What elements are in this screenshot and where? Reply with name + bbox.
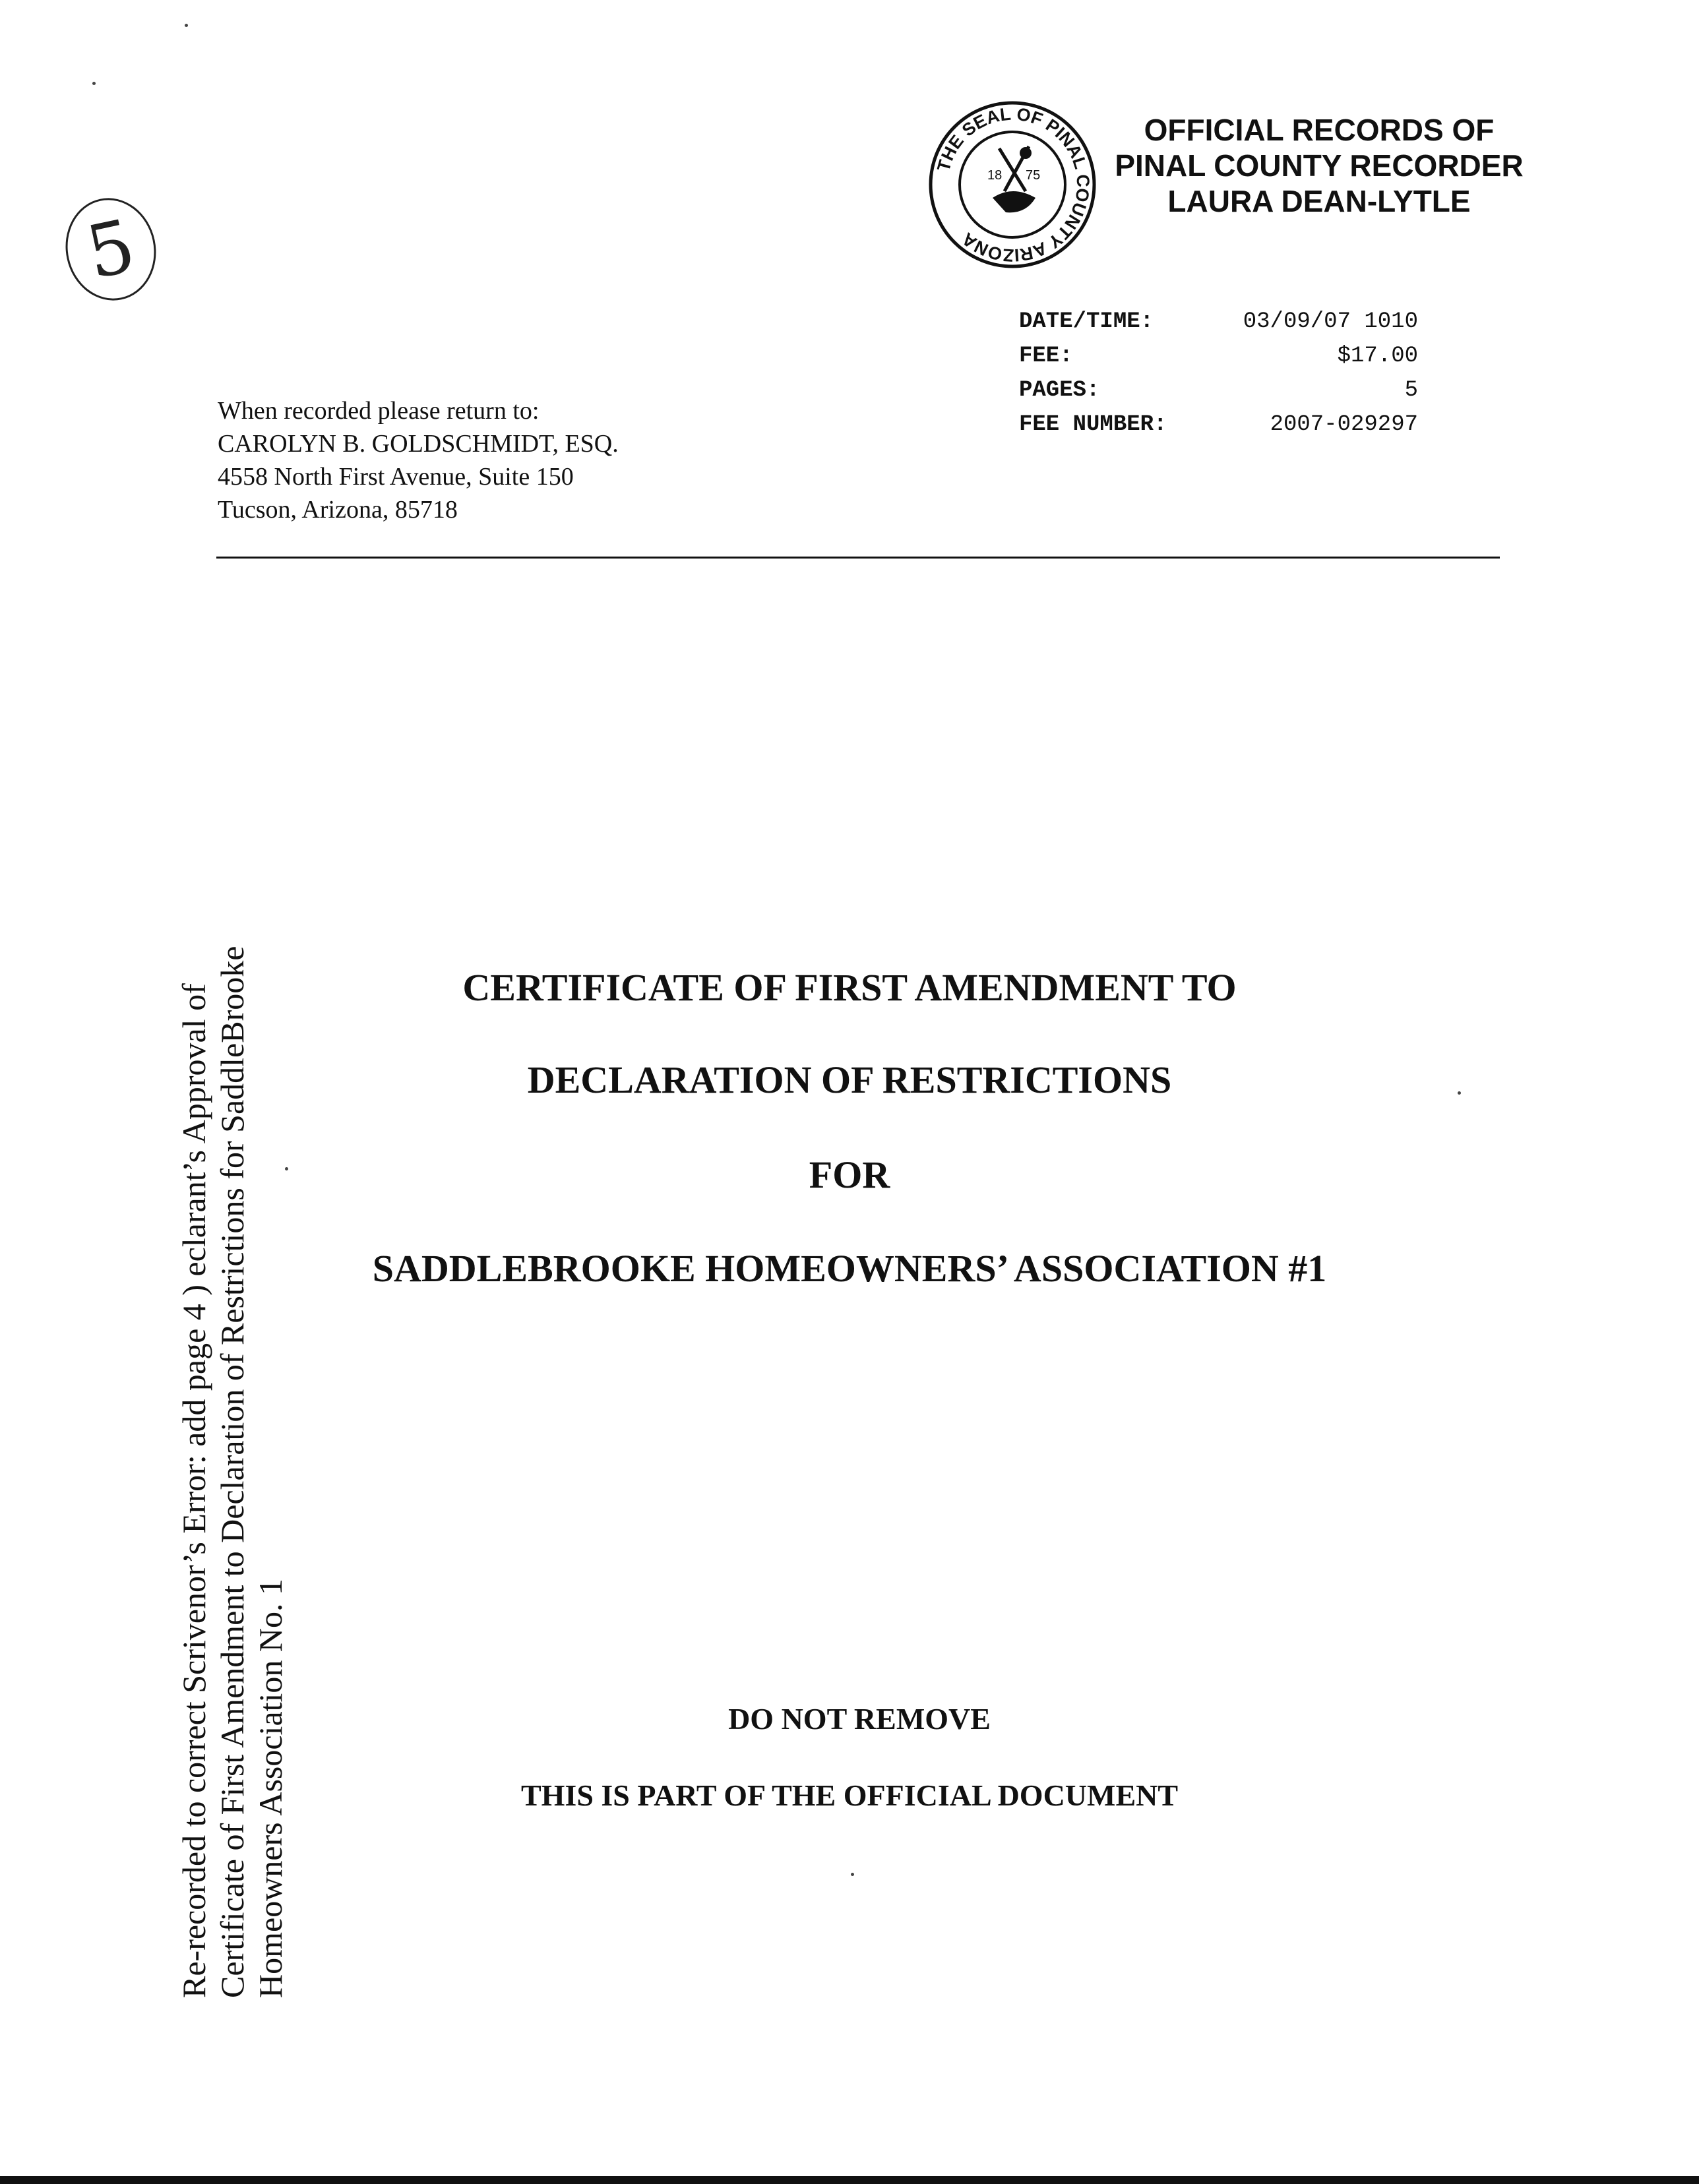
recorder-line-2: PINAL COUNTY RECORDER: [1115, 148, 1524, 183]
header-divider: [216, 557, 1500, 559]
scan-speck: [1458, 1091, 1461, 1095]
info-value: $17.00: [1337, 344, 1418, 369]
info-value: 03/09/07 1010: [1243, 309, 1418, 334]
scan-speck: [92, 82, 96, 85]
info-value: 2007-029297: [1270, 412, 1418, 437]
return-address: [218, 394, 619, 526]
recorder-name: LAURA DEAN-LYTLE: [1167, 184, 1471, 218]
title-line-4: SADDLEBROOKE HOMEOWNERS’ ASSOCIATION #1: [372, 1247, 1327, 1290]
info-label: DATE/TIME:: [1019, 309, 1154, 334]
recorder-header: [1095, 112, 1543, 219]
do-not-remove-notice: DO NOT REMOVE: [728, 1702, 991, 1736]
title-line-2: DECLARATION OF RESTRICTIONS: [527, 1058, 1172, 1101]
seal-year-right: 75: [1026, 168, 1041, 183]
official-document-notice: THIS IS PART OF THE OFFICIAL DOCUMENT: [520, 1778, 1179, 1812]
scan-speck: [285, 1167, 288, 1170]
recorder-line-1: OFFICIAL RECORDS OF: [1144, 113, 1495, 147]
scan-bottom-edge: [0, 2176, 1699, 2184]
scan-speck: [851, 1873, 854, 1876]
info-row-fee-number: [1019, 408, 1418, 442]
seal-year-left: 18: [987, 168, 1003, 183]
note-line-3: Homeowners Association No. 1: [252, 1578, 289, 1998]
return-line-4: Tucson, Arizona, 85718: [218, 496, 458, 524]
info-label: PAGES:: [1019, 378, 1100, 403]
return-line-2: CAROLYN B. GOLDSCHMIDT, ESQ.: [218, 430, 619, 458]
pinal-county-seal: [927, 99, 1098, 270]
note-line-1: Re-recorded to correct Scrivenor’s Error: add page 4 ) eclarant’s Approval of: [175, 983, 212, 1998]
info-value: 5: [1404, 378, 1418, 403]
recording-info: [1019, 305, 1418, 442]
seal-ring-text: THE SEAL OF PINAL COUNTY ARIZONA: [933, 104, 1094, 266]
info-row-pages: [1019, 373, 1418, 408]
return-line-1: When recorded please return to:: [218, 397, 540, 425]
scan-speck: [185, 24, 188, 27]
info-label: FEE NUMBER:: [1019, 412, 1167, 437]
info-row-fee: [1019, 339, 1418, 373]
return-line-3: 4558 North First Avenue, Suite 150: [218, 463, 574, 491]
info-row-datetime: [1019, 305, 1418, 339]
title-line-3: FOR: [809, 1153, 890, 1196]
handwritten-page-mark: 5: [56, 190, 165, 309]
title-line-1: CERTIFICATE OF FIRST AMENDMENT TO: [462, 966, 1237, 1009]
note-line-2: Certificate of First Amendment to Declaration of Restrictions for SaddleBrooke: [214, 946, 251, 1998]
info-label: FEE:: [1019, 344, 1073, 369]
